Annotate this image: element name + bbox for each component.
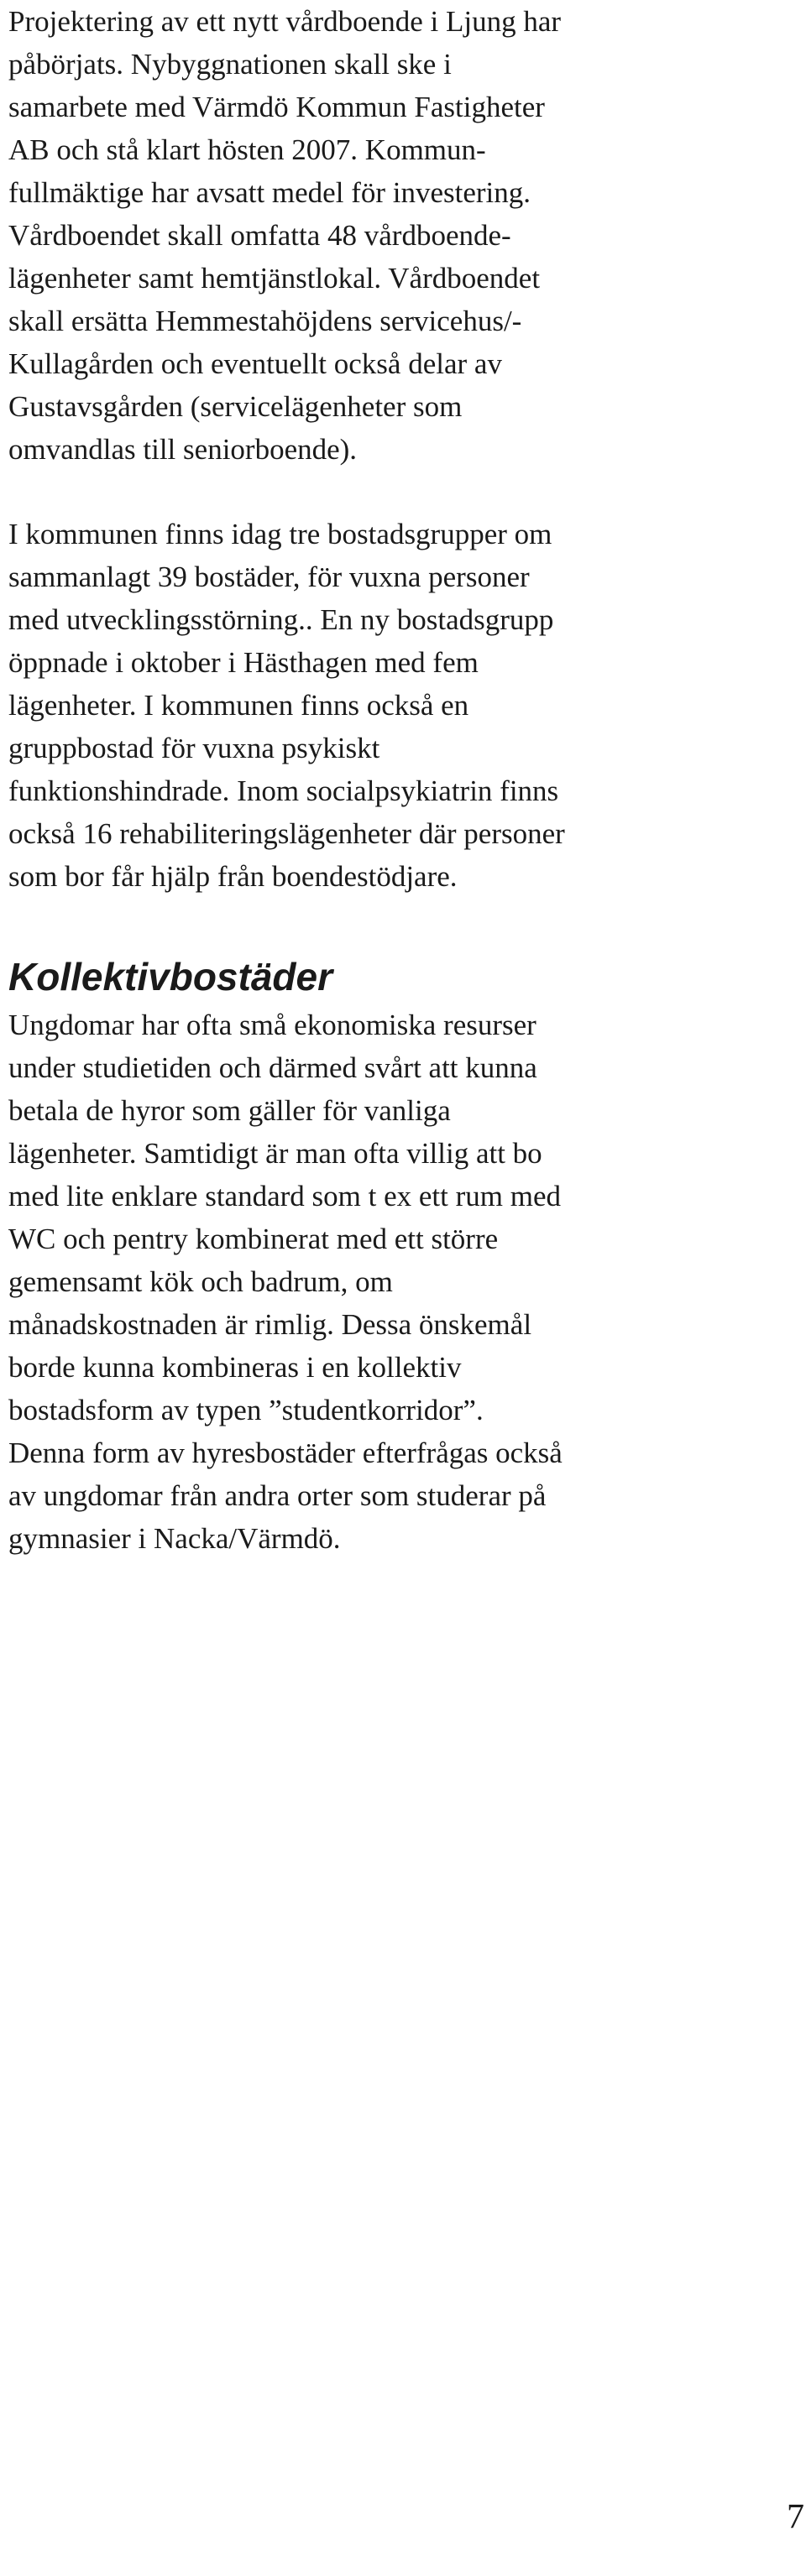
- text-line: påbörjats. Nybyggnationen skall ske i: [8, 48, 452, 81]
- text-line: funktionshindrade. Inom socialpsykiatrin finns: [8, 774, 559, 807]
- section-heading: Kollektivbostäder: [8, 955, 332, 999]
- text-line: lägenheter samt hemtjänstlokal. Vårdboendet: [8, 262, 541, 295]
- page-number: 7: [787, 2498, 804, 2537]
- text-line: månadskostnaden är rimlig. Dessa önskemål: [8, 1308, 532, 1341]
- paragraph-kollektivbostader: [8, 1004, 764, 1560]
- text-line: lägenheter. I kommunen finns också en: [8, 689, 469, 722]
- text-line: I kommunen finns idag tre bostadsgrupper om: [8, 518, 552, 550]
- text-line: WC och pentry kombinerat med ett större: [8, 1223, 499, 1255]
- text-line: Kullagården och eventuellt också delar av: [8, 347, 502, 380]
- text-line: borde kunna kombineras i en kollektiv: [8, 1351, 462, 1384]
- text-line: gemensamt kök och badrum, om: [8, 1265, 393, 1298]
- text-line: lägenheter. Samtidigt är man ofta villig att bo: [8, 1137, 542, 1170]
- text-line: under studietiden och därmed svårt att kunna: [8, 1051, 537, 1084]
- text-line: bostadsform av typen ”studentkorridor”.: [8, 1394, 484, 1426]
- text-line: skall ersätta Hemmestahöjdens servicehus/-: [8, 305, 522, 337]
- text-line: omvandlas till seniorboende).: [8, 433, 358, 466]
- text-line: betala de hyror som gäller för vanliga: [8, 1094, 451, 1127]
- text-line: Ungdomar har ofta små ekonomiska resurser: [8, 1009, 536, 1041]
- text-line: som bor får hjälp från boendestödjare.: [8, 860, 458, 893]
- paragraph-bostadsgrupper: [8, 513, 764, 898]
- text-line: AB och stå klart hösten 2007. Kommun-: [8, 133, 486, 166]
- text-line: med utvecklingsstörning.. En ny bostadsgrupp: [8, 603, 554, 636]
- text-line: samarbete med Värmdö Kommun Fastigheter: [8, 91, 545, 123]
- text-line: Projektering av ett nytt vårdboende i Ljung har: [8, 5, 562, 38]
- document-body: [8, 0, 764, 1560]
- paragraph-vardboende: [8, 0, 764, 471]
- text-line: Vårdboendet skall omfatta 48 vårdboende-: [8, 219, 511, 252]
- text-line: Gustavsgården (servicelägenheter som: [8, 390, 463, 423]
- text-line: gymnasier i Nacka/Värmdö.: [8, 1522, 341, 1555]
- text-line: gruppbostad för vuxna psykiskt: [8, 732, 380, 764]
- text-line: sammanlagt 39 bostäder, för vuxna personer: [8, 561, 530, 593]
- text-line: med lite enklare standard som t ex ett rum med: [8, 1180, 561, 1212]
- text-line: av ungdomar från andra orter som studerar på: [8, 1479, 547, 1512]
- text-line: öppnade i oktober i Hästhagen med fem: [8, 646, 479, 679]
- text-line: också 16 rehabiliteringslägenheter där personer: [8, 817, 565, 850]
- text-line: fullmäktige har avsatt medel för investering.: [8, 176, 531, 209]
- text-line: Denna form av hyresbostäder efterfrågas också: [8, 1437, 563, 1469]
